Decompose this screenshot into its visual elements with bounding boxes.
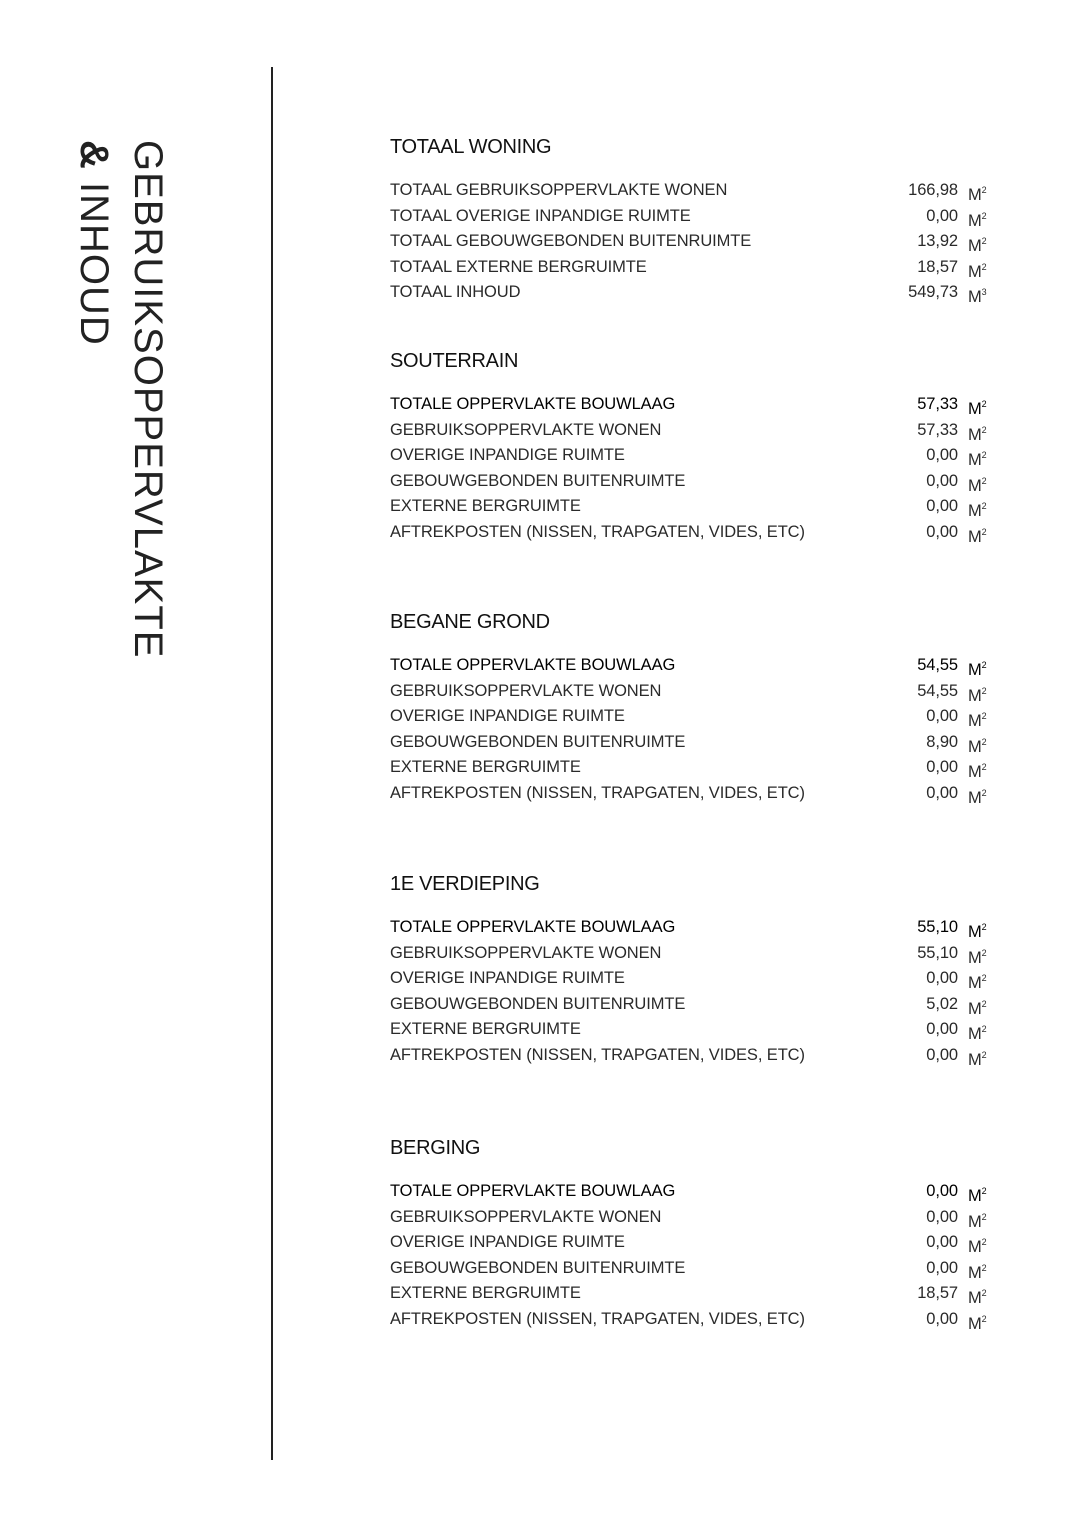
- row-unit: $M^2$: [968, 787, 987, 807]
- row-unit: $M^2$: [968, 185, 987, 204]
- ampersand: &: [72, 140, 116, 170]
- row-unit: $M^2$: [968, 210, 987, 230]
- row-value: 18,57: [917, 1284, 958, 1303]
- row-unit: $M^2$: [968, 526, 987, 546]
- table-row: [390, 520, 990, 546]
- table-row: [390, 781, 990, 807]
- row-value: 0,00: [926, 1309, 958, 1328]
- row-label: TOTALE OPPERVLAKTE BOUWLAAG: [390, 395, 676, 413]
- row-value: 54,55: [917, 656, 958, 674]
- row-value: 0,00: [926, 471, 958, 490]
- vertical-divider: [271, 67, 273, 1460]
- row-value: 166,98: [908, 181, 958, 199]
- row-unit: $M^3$: [968, 287, 987, 307]
- row-label: AFTREKPOSTEN (NISSEN, TRAPGATEN, VIDES, ETC): [390, 1309, 805, 1328]
- table-row: [390, 1017, 990, 1043]
- table-row: [390, 229, 990, 255]
- table-row: [390, 679, 990, 705]
- row-label: TOTAAL OVERIGE INPANDIGE RUIMTE: [390, 206, 691, 225]
- row-label: AFTREKPOSTEN (NISSEN, TRAPGATEN, VIDES, ETC): [390, 1045, 805, 1064]
- section-1e-verdieping: [390, 869, 990, 1069]
- row-value: 0,00: [926, 497, 958, 516]
- row-label: TOTALE OPPERVLAKTE BOUWLAAG: [390, 1182, 676, 1200]
- row-value: 57,33: [917, 420, 958, 439]
- side-title-line2-text: INHOUD: [72, 169, 116, 346]
- row-label: AFTREKPOSTEN (NISSEN, TRAPGATEN, VIDES, ETC): [390, 783, 805, 802]
- section-rows: [390, 1179, 990, 1333]
- section-rows: [390, 915, 990, 1069]
- table-row: [390, 280, 990, 306]
- row-value: 0,00: [926, 1182, 958, 1200]
- table-row: [390, 1205, 990, 1231]
- row-unit: $M^2$: [968, 973, 987, 993]
- row-unit: $M^2$: [968, 399, 987, 418]
- row-value: 0,00: [926, 783, 958, 802]
- row-label: GEBRUIKSOPPERVLAKTE WONEN: [390, 420, 662, 439]
- row-unit: $M^2$: [968, 1288, 987, 1308]
- row-value: 0,00: [926, 446, 958, 465]
- row-value: 0,00: [926, 758, 958, 777]
- row-unit: $M^2$: [968, 1237, 987, 1257]
- row-value: 54,55: [917, 681, 958, 700]
- side-title-line2: [67, 140, 121, 620]
- table-row-total: [390, 915, 990, 941]
- table-row: [390, 469, 990, 495]
- row-unit: $M^2$: [968, 660, 987, 679]
- table-row: [390, 1256, 990, 1282]
- row-label: TOTAAL GEBRUIKSOPPERVLAKTE WONEN: [390, 181, 728, 199]
- table-row: [390, 992, 990, 1018]
- side-title-line1: GEBRUIKSOPPERVLAKTE: [126, 140, 170, 659]
- table-row: [390, 418, 990, 444]
- section-title: BERGING: [390, 1137, 481, 1159]
- table-row-total: [390, 653, 990, 679]
- row-value: 0,00: [926, 1020, 958, 1039]
- table-row-total: [390, 1179, 990, 1205]
- table-row: [390, 255, 990, 281]
- row-label: GEBOUWGEBONDEN BUITENRUIMTE: [390, 471, 686, 490]
- table-row-total: [390, 392, 990, 418]
- row-label: TOTALE OPPERVLAKTE BOUWLAAG: [390, 918, 676, 936]
- table-row: [390, 941, 990, 967]
- section-title: SOUTERRAIN: [390, 350, 519, 372]
- row-label: GEBRUIKSOPPERVLAKTE WONEN: [390, 943, 662, 962]
- row-label: GEBRUIKSOPPERVLAKTE WONEN: [390, 681, 662, 700]
- row-label: TOTALE OPPERVLAKTE BOUWLAAG: [390, 656, 676, 674]
- row-label: OVERIGE INPANDIGE RUIMTE: [390, 707, 625, 726]
- row-value: 5,02: [926, 994, 958, 1013]
- section-rows: [390, 392, 990, 546]
- row-label: TOTAAL INHOUD: [390, 283, 521, 302]
- row-value: 13,92: [917, 232, 958, 251]
- table-row: [390, 1307, 990, 1333]
- row-value: 18,57: [917, 257, 958, 276]
- row-unit: $M^2$: [968, 1313, 987, 1333]
- row-value: 0,00: [926, 969, 958, 988]
- table-row: [390, 755, 990, 781]
- row-label: OVERIGE INPANDIGE RUIMTE: [390, 969, 625, 988]
- row-label: AFTREKPOSTEN (NISSEN, TRAPGATEN, VIDES, ETC): [390, 522, 805, 541]
- row-value: 0,00: [926, 707, 958, 726]
- row-label: EXTERNE BERGRUIMTE: [390, 497, 581, 516]
- section-begane-grond: [390, 607, 990, 807]
- row-label: OVERIGE INPANDIGE RUIMTE: [390, 446, 625, 465]
- row-unit: $M^2$: [968, 736, 987, 756]
- row-label: GEBRUIKSOPPERVLAKTE WONEN: [390, 1207, 662, 1226]
- table-row: [390, 204, 990, 230]
- side-title: [25, 140, 175, 659]
- table-row: [390, 178, 990, 204]
- table-row: [390, 1230, 990, 1256]
- table-row: [390, 443, 990, 469]
- table-row: [390, 494, 990, 520]
- row-unit: $M^2$: [968, 261, 987, 281]
- row-label: GEBOUWGEBONDEN BUITENRUIMTE: [390, 732, 686, 751]
- row-label: GEBOUWGEBONDEN BUITENRUIMTE: [390, 1258, 686, 1277]
- section-berging: [390, 1133, 990, 1333]
- row-label: TOTAAL EXTERNE BERGRUIMTE: [390, 257, 647, 276]
- row-value: 0,00: [926, 1258, 958, 1277]
- section-title: BEGANE GROND: [390, 611, 550, 633]
- row-value: 0,00: [926, 1045, 958, 1064]
- row-unit: $M^2$: [968, 424, 987, 444]
- row-unit: $M^2$: [968, 1024, 987, 1044]
- row-unit: $M^2$: [968, 998, 987, 1018]
- row-value: 549,73: [908, 283, 958, 302]
- row-value: 0,00: [926, 1233, 958, 1252]
- row-value: 0,00: [926, 522, 958, 541]
- table-row: [390, 1043, 990, 1069]
- row-label: GEBOUWGEBONDEN BUITENRUIMTE: [390, 994, 686, 1013]
- row-unit: $M^2$: [968, 762, 987, 782]
- table-row: [390, 704, 990, 730]
- row-label: OVERIGE INPANDIGE RUIMTE: [390, 1233, 625, 1252]
- row-label: EXTERNE BERGRUIMTE: [390, 1284, 581, 1303]
- row-unit: $M^2$: [968, 1262, 987, 1282]
- row-unit: $M^2$: [968, 922, 987, 941]
- row-unit: $M^2$: [968, 236, 987, 256]
- row-value: 8,90: [926, 732, 958, 751]
- row-unit: $M^2$: [968, 1049, 987, 1069]
- row-value: 55,10: [917, 918, 958, 936]
- section-rows: [390, 178, 990, 306]
- section-title: 1E VERDIEPING: [390, 873, 540, 895]
- row-value: 55,10: [917, 943, 958, 962]
- table-row: [390, 966, 990, 992]
- row-unit: $M^2$: [968, 1211, 987, 1231]
- section-title: TOTAAL WONING: [390, 136, 552, 158]
- section-totaal-woning: [390, 132, 990, 306]
- row-unit: $M^2$: [968, 711, 987, 731]
- row-value: 0,00: [926, 206, 958, 225]
- row-unit: $M^2$: [968, 450, 987, 470]
- table-row: [390, 730, 990, 756]
- row-label: EXTERNE BERGRUIMTE: [390, 758, 581, 777]
- row-unit: $M^2$: [968, 947, 987, 967]
- row-value: 57,33: [917, 395, 958, 413]
- section-rows: [390, 653, 990, 807]
- section-souterrain: [390, 346, 990, 546]
- row-unit: $M^2$: [968, 501, 987, 521]
- row-value: 0,00: [926, 1207, 958, 1226]
- table-row: [390, 1281, 990, 1307]
- row-unit: $M^2$: [968, 475, 987, 495]
- row-unit: $M^2$: [968, 685, 987, 705]
- row-label: TOTAAL GEBOUWGEBONDEN BUITENRUIMTE: [390, 232, 752, 251]
- row-label: EXTERNE BERGRUIMTE: [390, 1020, 581, 1039]
- row-unit: $M^2$: [968, 1186, 987, 1205]
